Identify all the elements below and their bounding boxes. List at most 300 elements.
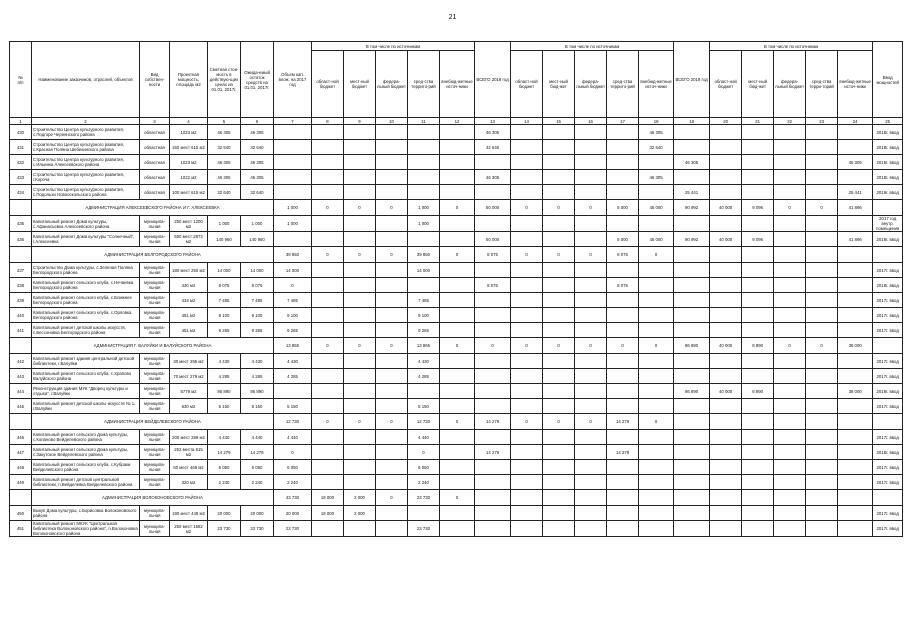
regional-2019-cell: [710, 308, 742, 323]
total-2018-cell: [475, 263, 511, 278]
offbudget-2019-cell: [838, 369, 873, 384]
column-number: 25: [873, 118, 903, 125]
regional-2018-cell: [511, 506, 543, 521]
offbudget-2018-cell: [639, 155, 674, 170]
federal-2017-cell: [376, 216, 408, 232]
offbudget-2017-cell: [440, 170, 475, 185]
estimate-cost-cell: 86 890: [208, 384, 241, 399]
commission-year-cell: 2017г. ввод: [873, 369, 903, 384]
row-number-cell: 432: [10, 155, 32, 170]
local-2018-cell: [543, 445, 575, 460]
territory-2019-cell: [806, 140, 838, 155]
section-total-cell: 0: [639, 247, 674, 263]
federal-2018-cell: [575, 354, 607, 369]
federal-2019-cell: [774, 384, 806, 399]
regional-2019-cell: [710, 278, 742, 293]
local-2019-cell: [742, 323, 774, 338]
offbudget-2017-cell: [440, 475, 475, 490]
local-2018-cell: [543, 155, 575, 170]
section-title: АДМИНИСТРАЦИЯ АЛЕКСЕЕВСКОГО РАЙОНА И Г. АЛЕКСЕЕВКА: [32, 200, 274, 216]
territory-2018-cell: 8 075: [607, 278, 639, 293]
remaining-funds-cell: 7 485: [241, 293, 274, 308]
section-total-cell: [511, 490, 543, 506]
remaining-funds-cell: 23 730: [241, 521, 274, 537]
territory-2018-cell: [607, 399, 639, 414]
capacity-cell: 180 мест 250 м2: [170, 263, 208, 278]
local-2018-cell: [543, 125, 575, 140]
local-2018-cell: [543, 323, 575, 338]
section-num-cell: [10, 200, 32, 216]
local-2017-cell: [344, 445, 376, 460]
federal-2018-cell: [575, 475, 607, 490]
regional-2019-cell: [710, 140, 742, 155]
row-number-cell: 434: [10, 185, 32, 200]
local-2019-cell: [742, 354, 774, 369]
section-total-cell: [575, 490, 607, 506]
offbudget-2018-cell: [639, 263, 674, 278]
local-2019-cell: [742, 308, 774, 323]
offbudget-2017-cell: [440, 185, 475, 200]
header-group-2017: В том числе по источникам: [312, 42, 475, 51]
local-2017-cell: [344, 125, 376, 140]
total-2019-cell: [674, 216, 710, 232]
federal-2017-cell: [376, 430, 408, 445]
section-total-cell: 0: [376, 338, 408, 354]
capinvest-2017-cell: 0: [274, 278, 312, 293]
section-total-cell: 0: [376, 200, 408, 216]
local-2018-cell: [543, 430, 575, 445]
table-row: [10, 369, 903, 384]
federal-2018-cell: [575, 384, 607, 399]
regional-2017-cell: [312, 125, 344, 140]
commission-year-cell: 2017г. ввод: [873, 460, 903, 475]
territory-2018-cell: [607, 263, 639, 278]
header-commission: Ввод мощностей: [873, 42, 903, 118]
remaining-funds-cell: 8 075: [241, 278, 274, 293]
regional-2017-cell: [312, 399, 344, 414]
territory-2019-cell: [806, 308, 838, 323]
territory-2017-cell: [408, 155, 440, 170]
section-total-cell: 39 850: [408, 247, 440, 263]
total-2019-cell: [674, 369, 710, 384]
header-ownership: Вид собствен-ности: [140, 42, 170, 118]
offbudget-2019-cell: [838, 278, 873, 293]
table-row: [10, 216, 903, 232]
section-total-cell: 40 000: [710, 338, 742, 354]
capinvest-2017-cell: 4 285: [274, 369, 312, 384]
capacity-cell: 320 м2: [170, 475, 208, 490]
territory-2018-cell: [607, 155, 639, 170]
ownership-type-cell: муниципа-льная: [140, 521, 170, 537]
regional-2019-cell: [710, 399, 742, 414]
local-2018-cell: [543, 185, 575, 200]
table-body: [10, 125, 903, 537]
capital-investment-table: [9, 41, 903, 537]
local-2017-cell: [344, 308, 376, 323]
regional-2019-cell: [710, 170, 742, 185]
offbudget-2019-cell: [838, 506, 873, 521]
commission-year-cell: 2017г. ввод: [873, 506, 903, 521]
federal-2019-cell: [774, 140, 806, 155]
commission-year-cell: 2019г. ввод: [873, 185, 903, 200]
territory-2018-cell: [607, 369, 639, 384]
federal-2019-cell: [774, 430, 806, 445]
row-number-cell: 439: [10, 293, 32, 308]
ownership-type-cell: муниципа-льная: [140, 369, 170, 384]
local-2017-cell: [344, 399, 376, 414]
offbudget-2019-cell: [838, 430, 873, 445]
capinvest-2017-cell: 9 100: [274, 308, 312, 323]
section-total-cell: 0: [543, 247, 575, 263]
capacity-cell: 60 мест 469 м2: [170, 460, 208, 475]
capinvest-2017-cell: [274, 170, 312, 185]
local-2018-cell: [543, 384, 575, 399]
section-total-cell: 0: [607, 338, 639, 354]
section-num-cell: [10, 490, 32, 506]
territory-2019-cell: [806, 506, 838, 521]
table-row: [10, 445, 903, 460]
section-total-cell: 86 890: [674, 338, 710, 354]
local-2017-cell: [344, 170, 376, 185]
federal-2017-cell: [376, 323, 408, 338]
remaining-funds-cell: 6 050: [241, 460, 274, 475]
regional-2018-cell: [511, 399, 543, 414]
territory-2018-cell: [607, 170, 639, 185]
local-2017-cell: [344, 293, 376, 308]
territory-2019-cell: [806, 445, 838, 460]
local-2018-cell: [543, 263, 575, 278]
local-2018-cell: [543, 369, 575, 384]
row-number-cell: 449: [10, 475, 32, 490]
table-row: [10, 263, 903, 278]
regional-2018-cell: [511, 140, 543, 155]
section-title: АДМИНИСТРАЦИЯ ВОЛОКОНОВСКОГО РАЙОНА: [32, 490, 274, 506]
federal-2017-cell: [376, 232, 408, 247]
column-number: 19: [674, 118, 710, 125]
remaining-funds-cell: 2 240: [241, 475, 274, 490]
section-total-cell: [475, 490, 511, 506]
column-number: 15: [543, 118, 575, 125]
local-2019-cell: [742, 170, 774, 185]
header-src-offbudget-2018: внебюд-жетные источ-ники: [639, 51, 674, 118]
section-total-cell: [710, 414, 742, 430]
section-total-cell: [674, 490, 710, 506]
offbudget-2017-cell: [440, 506, 475, 521]
federal-2018-cell: [575, 278, 607, 293]
territory-2019-cell: [806, 155, 838, 170]
row-number-cell: 433: [10, 170, 32, 185]
header-estimate: Сметная стои-мость в действую-щих ценах на 01.01. 2017г.: [208, 42, 241, 118]
section-total-cell: 0: [475, 338, 511, 354]
header-src-territory-2017: сред-ства террито-рий: [408, 51, 440, 118]
offbudget-2018-cell: [639, 506, 674, 521]
local-2019-cell: [742, 460, 774, 475]
local-2019-cell: [742, 399, 774, 414]
federal-2018-cell: [575, 521, 607, 537]
remaining-funds-cell: 32 640: [241, 185, 274, 200]
territory-2019-cell: [806, 323, 838, 338]
offbudget-2019-cell: [838, 399, 873, 414]
offbudget-2018-cell: [639, 323, 674, 338]
total-2018-cell: [475, 430, 511, 445]
capinvest-2017-cell: 2 240: [274, 475, 312, 490]
local-2019-cell: [742, 369, 774, 384]
federal-2019-cell: [774, 170, 806, 185]
local-2018-cell: [543, 308, 575, 323]
offbudget-2017-cell: [440, 263, 475, 278]
header-src-local-2019: мест-ный бюд-жет: [742, 51, 774, 118]
territory-2018-cell: 5 000: [607, 232, 639, 247]
local-2017-cell: [344, 278, 376, 293]
territory-2019-cell: [806, 293, 838, 308]
section-total-cell: 0: [376, 247, 408, 263]
column-number-row: [10, 118, 903, 125]
remaining-funds-cell: 4 285: [241, 369, 274, 384]
section-total-cell: 0: [511, 338, 543, 354]
local-2019-cell: 8 890: [742, 384, 774, 399]
federal-2019-cell: [774, 460, 806, 475]
offbudget-2018-cell: 45 000: [639, 232, 674, 247]
offbudget-2017-cell: [440, 323, 475, 338]
offbudget-2018-cell: [639, 475, 674, 490]
regional-2017-cell: [312, 323, 344, 338]
offbudget-2019-cell: [838, 323, 873, 338]
section-total-cell: 38 000: [838, 338, 873, 354]
local-2018-cell: [543, 170, 575, 185]
section-total-cell: 0: [575, 414, 607, 430]
territory-2019-cell: [806, 125, 838, 140]
section-total-cell: [607, 490, 639, 506]
section-total-cell: 0: [344, 414, 376, 430]
header-group-2018: В том числе по источникам: [511, 42, 674, 51]
local-2017-cell: [344, 475, 376, 490]
section-total-cell: 1 000: [408, 200, 440, 216]
capinvest-2017-cell: 0: [274, 445, 312, 460]
federal-2017-cell: [376, 384, 408, 399]
federal-2018-cell: [575, 140, 607, 155]
local-2017-cell: [344, 155, 376, 170]
section-total-cell: 0: [575, 338, 607, 354]
header-capacity: Проектная мощность, площадь м2: [170, 42, 208, 118]
territory-2017-cell: 1 000: [408, 216, 440, 232]
federal-2019-cell: [774, 232, 806, 247]
regional-2018-cell: [511, 384, 543, 399]
regional-2019-cell: [710, 430, 742, 445]
total-2018-cell: [475, 323, 511, 338]
row-number-cell: 431: [10, 140, 32, 155]
total-2018-cell: [475, 506, 511, 521]
table-row: [10, 399, 903, 414]
local-2019-cell: [742, 185, 774, 200]
territory-2018-cell: [607, 384, 639, 399]
header-num: № п/п: [10, 42, 32, 118]
offbudget-2018-cell: [639, 278, 674, 293]
estimate-cost-cell: 32 640: [208, 185, 241, 200]
regional-2019-cell: [710, 216, 742, 232]
offbudget-2018-cell: 32 640: [639, 140, 674, 155]
capacity-cell: 451 м2: [170, 308, 208, 323]
capacity-cell: 430 м2: [170, 278, 208, 293]
local-2019-cell: [742, 140, 774, 155]
section-total-cell: [742, 247, 774, 263]
regional-2017-cell: [312, 384, 344, 399]
local-2018-cell: [543, 232, 575, 247]
federal-2018-cell: [575, 293, 607, 308]
section-row: [10, 338, 903, 354]
local-2018-cell: [543, 399, 575, 414]
ownership-type-cell: муниципа-льная: [140, 354, 170, 369]
local-2019-cell: [742, 521, 774, 537]
total-2019-cell: [674, 521, 710, 537]
capinvest-2017-cell: [274, 140, 312, 155]
territory-2019-cell: [806, 384, 838, 399]
column-number: 14: [511, 118, 543, 125]
section-total-cell: [838, 490, 873, 506]
total-2018-cell: 46 305: [475, 170, 511, 185]
ownership-type-cell: муниципа-льная: [140, 506, 170, 521]
row-number-cell: 448: [10, 460, 32, 475]
section-total-cell: [774, 490, 806, 506]
total-2019-cell: [674, 475, 710, 490]
local-2018-cell: [543, 293, 575, 308]
ownership-type-cell: муниципа-льная: [140, 384, 170, 399]
offbudget-2019-cell: [838, 308, 873, 323]
offbudget-2017-cell: [440, 460, 475, 475]
section-total-cell: 0: [312, 338, 344, 354]
capinvest-2017-cell: [274, 232, 312, 247]
object-name-cell: Строительство Центра культурного развития, с.Ильинка Алексеевского района: [32, 155, 140, 170]
column-number: 3: [140, 118, 170, 125]
territory-2018-cell: [607, 506, 639, 521]
total-2019-cell: [674, 354, 710, 369]
header-src-local-2017: мест-ный бюджет: [344, 51, 376, 118]
regional-2019-cell: [710, 185, 742, 200]
total-2019-cell: [674, 278, 710, 293]
capacity-cell: 200 мест 289 м2: [170, 430, 208, 445]
regional-2018-cell: [511, 460, 543, 475]
total-2019-cell: [674, 323, 710, 338]
regional-2017-cell: [312, 369, 344, 384]
estimate-cost-cell: 20 000: [208, 506, 241, 521]
territory-2019-cell: [806, 399, 838, 414]
local-2018-cell: [543, 460, 575, 475]
regional-2019-cell: [710, 323, 742, 338]
column-number: 12: [440, 118, 475, 125]
territory-2017-cell: 9 100: [408, 308, 440, 323]
object-name-cell: Капитальный ремонт детской центральной библиотеки, п.Вейделевка Вейделевского района: [32, 475, 140, 490]
offbudget-2019-cell: [838, 475, 873, 490]
regional-2017-cell: [312, 232, 344, 247]
regional-2017-cell: [312, 263, 344, 278]
territory-2018-cell: [607, 308, 639, 323]
estimate-cost-cell: 2 240: [208, 475, 241, 490]
total-2018-cell: [475, 308, 511, 323]
section-total-cell: 8 075: [607, 247, 639, 263]
object-name-cell: Строительство Дома культуры, с.Зеленая Поляна Белгородского района: [32, 263, 140, 278]
total-2019-cell: [674, 293, 710, 308]
object-name-cell: Капитальный ремонт детской школы искусств, с.Бессоновка Белгородского района: [32, 323, 140, 338]
total-2018-cell: [475, 354, 511, 369]
federal-2018-cell: [575, 430, 607, 445]
federal-2017-cell: [376, 263, 408, 278]
offbudget-2019-cell: [838, 263, 873, 278]
federal-2019-cell: [774, 216, 806, 232]
federal-2017-cell: [376, 521, 408, 537]
commission-year-cell: 2018г. ввод: [873, 170, 903, 185]
ownership-type-cell: муниципа-льная: [140, 475, 170, 490]
offbudget-2018-cell: [639, 216, 674, 232]
header-src-offbudget-2019: внебюд-жетные источ-ники: [838, 51, 873, 118]
territory-2018-cell: [607, 323, 639, 338]
row-number-cell: 442: [10, 354, 32, 369]
territory-2018-cell: [607, 293, 639, 308]
section-total-cell: 50 000: [475, 200, 511, 216]
total-2019-cell: 86 890: [674, 384, 710, 399]
commission-year-cell: 2017г. ввод: [873, 323, 903, 338]
object-name-cell: Капитальный ремонт сельского клуба, с.Кубраки Вейделевского района: [32, 460, 140, 475]
object-name-cell: Реконструкция здания МУК "Дворец культуры и отдыха", г.Валуйки: [32, 384, 140, 399]
regional-2019-cell: [710, 293, 742, 308]
federal-2017-cell: [376, 399, 408, 414]
section-total-cell: 8 075: [475, 247, 511, 263]
local-2017-cell: [344, 430, 376, 445]
section-total-cell: 0: [575, 200, 607, 216]
header-src-federal-2019: федера-льный бюджет: [774, 51, 806, 118]
offbudget-2017-cell: [440, 140, 475, 155]
header-src-regional-2019: област-ной бюджет: [710, 51, 742, 118]
capinvest-2017-cell: 6 050: [274, 460, 312, 475]
section-total-cell: [806, 414, 838, 430]
section-total-cell: 0: [440, 338, 475, 354]
section-total-cell: [543, 490, 575, 506]
offbudget-2019-cell: [838, 140, 873, 155]
territory-2017-cell: [408, 232, 440, 247]
local-2017-cell: [344, 185, 376, 200]
federal-2017-cell: [376, 460, 408, 475]
remaining-funds-cell: 9 100: [241, 308, 274, 323]
offbudget-2019-cell: 25 441: [838, 185, 873, 200]
header-total-2018: ВСЕГО 2018 год: [475, 42, 511, 118]
header-src-federal-2017: федера-льный бюджет: [376, 51, 408, 118]
capacity-cell: 451 м2: [170, 323, 208, 338]
table-row: [10, 323, 903, 338]
federal-2019-cell: [774, 125, 806, 140]
section-total-cell: [710, 247, 742, 263]
capacity-cell: 100 мест 615 м2: [170, 185, 208, 200]
local-2019-cell: [742, 155, 774, 170]
object-name-cell: Капитальный ремонт Дома культуры, с.Афанасьевка Алексеевского района: [32, 216, 140, 232]
remaining-funds-cell: 32 640: [241, 140, 274, 155]
section-total-cell: 0: [543, 338, 575, 354]
total-2019-cell: 46 305: [674, 155, 710, 170]
ownership-type-cell: областная: [140, 185, 170, 200]
section-total-cell: 0: [440, 490, 475, 506]
federal-2017-cell: [376, 506, 408, 521]
section-total-cell: 13 865: [274, 338, 312, 354]
section-total-cell: 0: [543, 414, 575, 430]
section-total-cell: 0: [312, 200, 344, 216]
federal-2019-cell: [774, 278, 806, 293]
section-total-cell: 45 000: [639, 200, 674, 216]
regional-2019-cell: [710, 475, 742, 490]
table-row: [10, 430, 903, 445]
local-2017-cell: [344, 521, 376, 537]
table-row: [10, 521, 903, 537]
territory-2017-cell: [408, 506, 440, 521]
federal-2017-cell: [376, 278, 408, 293]
offbudget-2017-cell: [440, 430, 475, 445]
federal-2019-cell: [774, 323, 806, 338]
